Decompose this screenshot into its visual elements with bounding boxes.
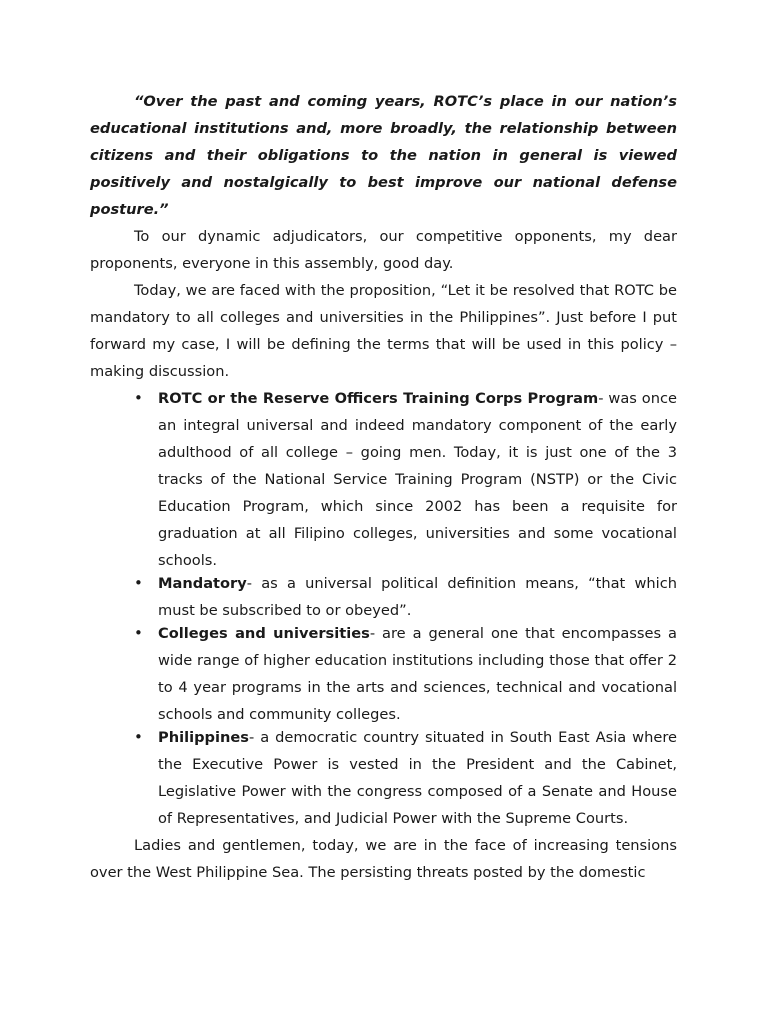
bullet-icon: •: [134, 574, 143, 592]
definitions-list: [90, 385, 677, 832]
definition-rotc: [90, 385, 677, 574]
definition-term: Mandatory: [158, 575, 247, 592]
definition-term: Colleges and universities: [158, 625, 370, 642]
definition-mandatory: [90, 570, 677, 624]
closing-paragraph: Ladies and gentlemen, today, we are in the face of increasing tensions over the West Philippine Sea. The persisting threats posted by the domestic: [90, 837, 677, 881]
opening-quote: “Over the past and coming years, ROTC’s place in our nation’s educational institutions and, more broadly, the relationship between citizens and their obligations to the nation in general is viewed positively and nostalgically to best improve our national defense posture.”: [90, 93, 677, 218]
definition-text: - as a universal political definition means, “that which must be subscribed to or obeyed”.: [158, 575, 677, 619]
greeting-paragraph: To our dynamic adjudicators, our competitive opponents, my dear proponents, everyone in this assembly, good day.: [90, 228, 677, 272]
bullet-icon: •: [134, 728, 143, 746]
definition-philippines: [90, 724, 677, 832]
definition-text: - a democratic country situated in South East Asia where the Executive Power is vested in the President and the Cabinet, Legislative Power with the congress composed of a Senate and House of Representatives, and Judicial Power with the Supreme Courts.: [158, 729, 677, 827]
bullet-icon: •: [134, 624, 143, 642]
definition-term: Philippines: [158, 729, 249, 746]
definition-term: ROTC or the Reserve Officers Training Corps Program: [158, 390, 599, 407]
document-page: [90, 88, 677, 886]
definition-text: - are a general one that encompasses a wide range of higher education institutions including those that offer 2 to 4 year programs in the arts and sciences, technical and vocational schools and community colleges.: [158, 625, 677, 723]
definition-colleges: [90, 620, 677, 728]
definition-text: - was once an integral universal and indeed mandatory component of the early adulthood of all college – going men. Today, it is just one of the 3 tracks of the National Service Training Program (NSTP) or the Civic Education Program, which since 2002 has been a requisite for graduation at all Filipino colleges, universities and some vocational schools.: [158, 390, 677, 569]
proposition-paragraph: Today, we are faced with the proposition, “Let it be resolved that ROTC be mandatory to all colleges and universities in the Philippines”. Just before I put forward my case, I will be defining the terms that will be used in this policy – making discussion.: [90, 282, 677, 380]
bullet-icon: •: [134, 389, 143, 407]
